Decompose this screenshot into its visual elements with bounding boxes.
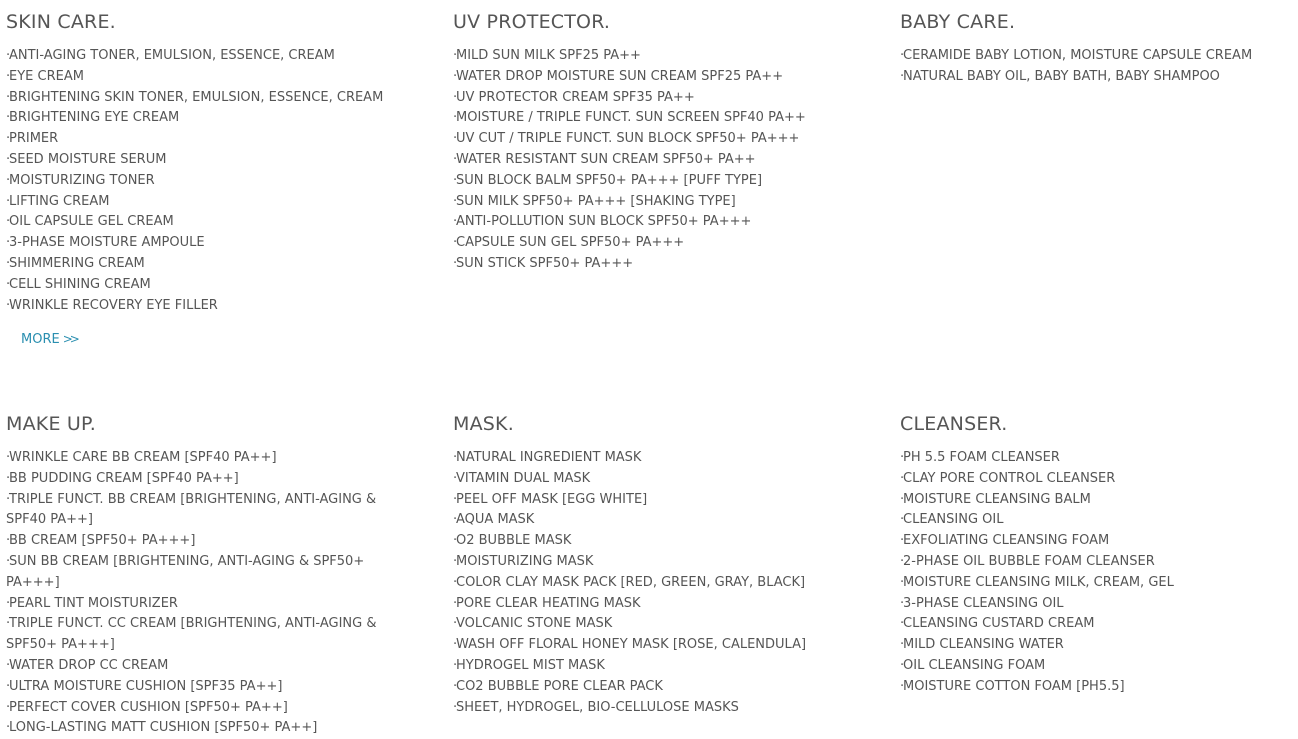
category-skin-care (6, 8, 426, 347)
list-item[interactable]: · CAPSULE SUN GEL SPF50+ PA+++ (453, 233, 863, 254)
list-item[interactable]: · COLOR CLAY MASK PACK [RED, GREEN, GRAY, BLACK] (453, 573, 863, 594)
list-item[interactable]: · BB PUDDING CREAM [SPF40 PA++] (6, 469, 416, 490)
list-item[interactable]: · MILD SUN MILK SPF25 PA++ (453, 46, 863, 67)
category-item-list (900, 46, 1298, 88)
list-item[interactable]: · ULTRA MOISTURE CUSHION [SPF35 PA++] (6, 677, 416, 698)
list-item[interactable]: · EYE CREAM (6, 67, 416, 88)
list-item[interactable]: · MOISTURE CLEANSING MILK, CREAM, GEL (900, 573, 1298, 594)
list-item[interactable]: · SUN STICK SPF50+ PA+++ (453, 254, 863, 275)
category-baby-care (900, 8, 1298, 88)
list-item[interactable]: · CLAY PORE CONTROL CLEANSER (900, 469, 1298, 490)
list-item[interactable]: · CO2 BUBBLE PORE CLEAR PACK (453, 677, 863, 698)
list-item[interactable]: · SUN MILK SPF50+ PA+++ [SHAKING TYPE] (453, 192, 863, 213)
list-item[interactable]: · O2 BUBBLE MASK (453, 531, 863, 552)
list-item[interactable]: · PEEL OFF MASK [EGG WHITE] (453, 490, 863, 511)
list-item[interactable]: · LIFTING CREAM (6, 192, 416, 213)
list-item[interactable]: · MILD CLEANSING WATER (900, 635, 1298, 656)
list-item[interactable]: · SHEET, HYDROGEL, BIO-CELLULOSE MASKS (453, 698, 863, 719)
list-item[interactable]: · NATURAL BABY OIL, BABY BATH, BABY SHAMPOO (900, 67, 1298, 88)
category-item-list (453, 46, 873, 275)
list-item[interactable]: · BRIGHTENING EYE CREAM (6, 108, 416, 129)
category-item-list (900, 448, 1298, 698)
list-item[interactable]: · UV PROTECTOR CREAM SPF35 PA++ (453, 88, 863, 109)
list-item[interactable]: · SUN BB CREAM [BRIGHTENING, ANTI-AGING & SPF50+ PA+++] (6, 552, 416, 594)
list-item[interactable]: · SHIMMERING CREAM (6, 254, 416, 275)
category-uv-protector (453, 8, 873, 275)
category-title: UV PROTECTOR. (453, 11, 611, 33)
list-item[interactable]: · VOLCANIC STONE MASK (453, 614, 863, 635)
list-item[interactable]: · 2-PHASE OIL BUBBLE FOAM CLEANSER (900, 552, 1298, 573)
list-item[interactable]: · PERFECT COVER CUSHION [SPF50+ PA++] (6, 698, 416, 719)
list-item[interactable]: · EXFOLIATING CLEANSING FOAM (900, 531, 1298, 552)
list-item[interactable]: · ANTI-POLLUTION SUN BLOCK SPF50+ PA+++ (453, 212, 863, 233)
list-item[interactable]: · MOISTURE CLEANSING BALM (900, 490, 1298, 511)
more-link-label: MORE (21, 332, 60, 348)
more-link[interactable] (21, 332, 77, 347)
list-item[interactable]: · CLEANSING OIL (900, 510, 1298, 531)
list-item[interactable]: · MOISTURE COTTON FOAM [PH5.5] (900, 677, 1298, 698)
list-item[interactable]: · NATURAL INGREDIENT MASK (453, 448, 863, 469)
list-item[interactable]: · BRIGHTENING SKIN TONER, EMULSION, ESSENCE, CREAM (6, 88, 416, 109)
list-item[interactable]: · TRIPLE FUNCT. BB CREAM [BRIGHTENING, ANTI-AGING & SPF40 PA++] (6, 490, 416, 532)
list-item[interactable]: · WATER DROP MOISTURE SUN CREAM SPF25 PA++ (453, 67, 863, 88)
list-item[interactable]: · TRIPLE FUNCT. CC CREAM [BRIGHTENING, ANTI-AGING & SPF50+ PA+++] (6, 614, 416, 656)
list-item[interactable]: · 3-PHASE CLEANSING OIL (900, 594, 1298, 615)
category-item-list (6, 448, 426, 739)
list-item[interactable]: · CERAMIDE BABY LOTION, MOISTURE CAPSULE CREAM (900, 46, 1298, 67)
list-item[interactable]: · PRIMER (6, 129, 416, 150)
list-item[interactable]: · CLEANSING CUSTARD CREAM (900, 614, 1298, 635)
category-title: BABY CARE. (900, 11, 1016, 33)
category-title: SKIN CARE. (6, 11, 116, 33)
list-item[interactable]: · PH 5.5 FOAM CLEANSER (900, 448, 1298, 469)
list-item[interactable]: · SUN BLOCK BALM SPF50+ PA+++ [PUFF TYPE] (453, 171, 863, 192)
list-item[interactable]: · WRINKLE CARE BB CREAM [SPF40 PA++] (6, 448, 416, 469)
category-make-up (6, 410, 426, 739)
category-cleanser (900, 410, 1298, 698)
list-item[interactable]: · MOISTURE / TRIPLE FUNCT. SUN SCREEN SPF40 PA++ (453, 108, 863, 129)
list-item[interactable]: · AQUA MASK (453, 510, 863, 531)
list-item[interactable]: · SEED MOISTURE SERUM (6, 150, 416, 171)
list-item[interactable]: · ANTI-AGING TONER, EMULSION, ESSENCE, CREAM (6, 46, 416, 67)
category-item-list (453, 448, 873, 718)
list-item[interactable]: · 3-PHASE MOISTURE AMPOULE (6, 233, 416, 254)
double-chevron-right-icon: >> (62, 332, 77, 347)
list-item[interactable]: · CELL SHINING CREAM (6, 275, 416, 296)
list-item[interactable]: · PEARL TINT MOISTURIZER (6, 594, 416, 615)
list-item[interactable]: · HYDROGEL MIST MASK (453, 656, 863, 677)
list-item[interactable]: · MOISTURIZING MASK (453, 552, 863, 573)
list-item[interactable]: · PORE CLEAR HEATING MASK (453, 594, 863, 615)
list-item[interactable]: · OIL CAPSULE GEL CREAM (6, 212, 416, 233)
list-item[interactable]: · WATER RESISTANT SUN CREAM SPF50+ PA++ (453, 150, 863, 171)
category-title: CLEANSER. (900, 413, 1008, 435)
list-item[interactable]: · OIL CLEANSING FOAM (900, 656, 1298, 677)
category-title: MAKE UP. (6, 413, 96, 435)
list-item[interactable]: · WASH OFF FLORAL HONEY MASK [ROSE, CALENDULA] (453, 635, 863, 656)
list-item[interactable]: · LONG-LASTING MATT CUSHION [SPF50+ PA++] (6, 718, 416, 739)
list-item[interactable]: · WRINKLE RECOVERY EYE FILLER (6, 296, 416, 317)
list-item[interactable]: · WATER DROP CC CREAM (6, 656, 416, 677)
list-item[interactable]: · VITAMIN DUAL MASK (453, 469, 863, 490)
list-item[interactable]: · UV CUT / TRIPLE FUNCT. SUN BLOCK SPF50+ PA+++ (453, 129, 863, 150)
list-item[interactable]: · BB CREAM [SPF50+ PA+++] (6, 531, 416, 552)
list-item[interactable]: · MOISTURIZING TONER (6, 171, 416, 192)
category-item-list (6, 46, 426, 316)
category-mask (453, 410, 873, 718)
category-title: MASK. (453, 413, 514, 435)
